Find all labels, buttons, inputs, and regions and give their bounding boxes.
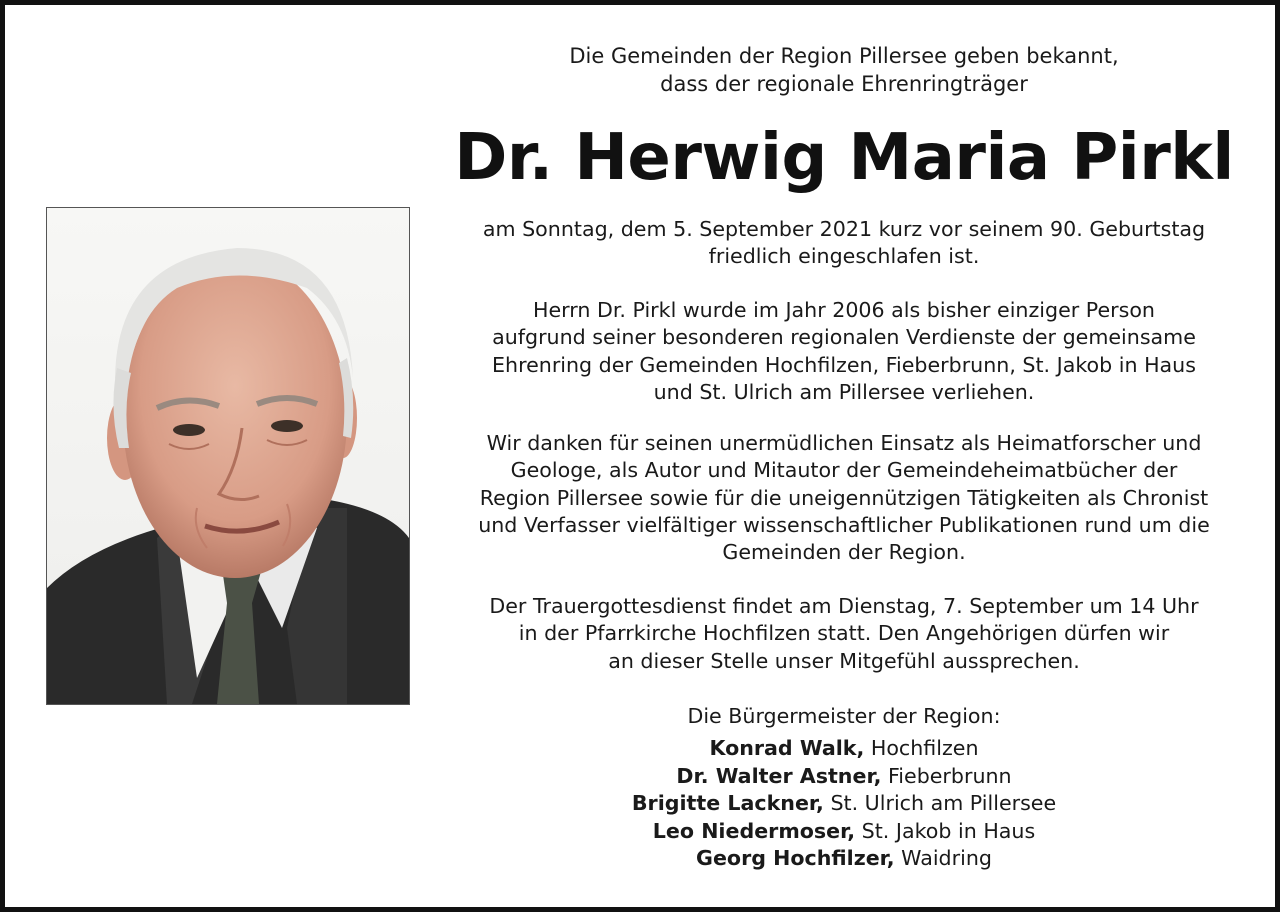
paragraph-line: und St. Ulrich am Pillersee verliehen.: [653, 379, 1035, 404]
paragraph-line: Gemeinden der Region.: [722, 540, 966, 565]
paragraph-line: und Verfasser vielfältiger wissenschaftlicher Publikationen rund um die: [478, 512, 1210, 537]
paragraph-line: Geologe, als Autor und Mitautor der Gemeindeheimatbücher der: [510, 458, 1178, 483]
paragraph-line: in der Pfarrkirche Hochfilzen statt. Den Angehörigen dürfen wir: [518, 621, 1170, 646]
paragraph-line: am Sonntag, dem 5. September 2021 kurz vor seinem 90. Geburtstag: [482, 217, 1206, 241]
mayor-municipality: St. Jakob in Haus: [861, 818, 1036, 843]
gratitude-paragraph: [445, 430, 1243, 566]
deceased-name: Dr. Herwig Maria Pirkl: [454, 121, 1234, 195]
portrait-illustration: [47, 208, 409, 704]
mayor-municipality: St. Ulrich am Pillersee: [830, 791, 1057, 815]
mayor-entry: [445, 735, 1243, 763]
portrait-photo: [46, 207, 410, 705]
mayor-name: Konrad Walk,: [709, 736, 865, 760]
signoff-heading: Die Bürgermeister der Region:: [687, 704, 1001, 728]
paragraph-line: aufgrund seiner besonderen regionalen Verdienste der gemeinsame: [492, 325, 1196, 350]
paragraph-line: Wir danken für seinen unermüdlichen Einsatz als Heimatforscher und: [486, 431, 1202, 455]
intro-text: [445, 42, 1243, 98]
paragraph-line: Herrn Dr. Pirkl wurde im Jahr 2006 als bisher einziger Person: [533, 298, 1155, 322]
death-announcement-paragraph: [445, 216, 1243, 271]
mayor-entry: [445, 818, 1243, 846]
paragraph-line: Der Trauergottesdienst findet am Dienstag, 7. September um 14 Uhr: [489, 594, 1199, 618]
mayor-entry: [445, 845, 1243, 873]
mayor-municipality: Fieberbrunn: [887, 763, 1012, 788]
paragraph-line: Region Pillersee sowie für die uneigennützigen Tätigkeiten als Chronist: [479, 485, 1209, 510]
funeral-service-paragraph: [445, 593, 1243, 675]
mayor-municipality: Waidring: [901, 846, 992, 870]
mayor-name: Georg Hochfilzer,: [696, 846, 895, 870]
honor-ring-paragraph: [445, 297, 1243, 406]
intro-line: dass der regionale Ehrenringträger: [660, 72, 1028, 96]
paragraph-line: Ehrenring der Gemeinden Hochfilzen, Fieberbrunn, St. Jakob in Haus: [492, 352, 1196, 377]
mayors-list: [445, 735, 1243, 873]
mayor-name: Brigitte Lackner,: [631, 791, 824, 815]
mayor-name: Dr. Walter Astner,: [676, 763, 882, 788]
mayor-entry: [445, 790, 1243, 818]
intro-line: Die Gemeinden der Region Pillersee geben bekannt,: [569, 44, 1119, 68]
paragraph-line: an dieser Stelle unser Mitgefühl aussprechen.: [608, 648, 1080, 673]
mayor-name: Leo Niedermoser,: [652, 818, 856, 843]
mayor-municipality: Hochfilzen: [870, 736, 979, 760]
mayor-entry: [445, 763, 1243, 791]
paragraph-line: friedlich eingeschlafen ist.: [708, 244, 980, 269]
